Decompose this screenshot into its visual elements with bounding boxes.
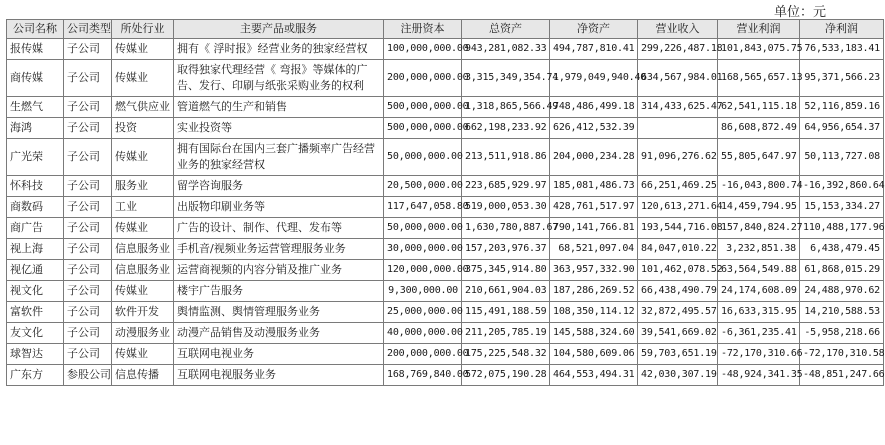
cell-revenue: 32,872,495.57 bbox=[638, 302, 718, 323]
cell-registered-capital: 50,000,000.00 bbox=[384, 218, 462, 239]
cell-net-profit: 6,438,479.45 bbox=[800, 239, 884, 260]
cell-revenue: 299,226,487.18 bbox=[638, 39, 718, 60]
cell-net-profit: 110,488,177.96 bbox=[800, 218, 884, 239]
cell-revenue: 42,030,307.19 bbox=[638, 365, 718, 386]
cell-company-name: 怀科技 bbox=[7, 176, 64, 197]
cell-company-type: 子公司 bbox=[64, 239, 112, 260]
cell-registered-capital: 9,300,000.00 bbox=[384, 281, 462, 302]
cell-company-type: 子公司 bbox=[64, 197, 112, 218]
cell-industry: 软件开发 bbox=[112, 302, 174, 323]
cell-total-assets: 115,491,188.59 bbox=[462, 302, 550, 323]
cell-registered-capital: 500,000,000.00 bbox=[384, 118, 462, 139]
cell-net-assets: 185,081,486.73 bbox=[550, 176, 638, 197]
header-net-profit: 净利润 bbox=[800, 20, 884, 39]
cell-industry: 传媒业 bbox=[112, 39, 174, 60]
cell-company-type: 子公司 bbox=[64, 218, 112, 239]
cell-net-assets: 108,350,114.12 bbox=[550, 302, 638, 323]
cell-product: 拥有《 浮时报》经营业务的独家经营权 bbox=[174, 39, 384, 60]
cell-registered-capital: 200,000,000.00 bbox=[384, 344, 462, 365]
cell-company-type: 子公司 bbox=[64, 39, 112, 60]
subsidiary-table bbox=[6, 19, 884, 386]
cell-net-profit: 95,371,566.23 bbox=[800, 60, 884, 97]
cell-company-type: 子公司 bbox=[64, 176, 112, 197]
cell-company-type: 子公司 bbox=[64, 139, 112, 176]
cell-revenue bbox=[638, 118, 718, 139]
cell-registered-capital: 100,000,000.00 bbox=[384, 39, 462, 60]
header-registered-capital: 注册资本 bbox=[384, 20, 462, 39]
cell-net-profit: -16,392,860.64 bbox=[800, 176, 884, 197]
cell-net-profit: 64,956,654.37 bbox=[800, 118, 884, 139]
cell-operating-profit: -6,361,235.41 bbox=[718, 323, 800, 344]
table-row bbox=[7, 197, 884, 218]
cell-company-type: 子公司 bbox=[64, 323, 112, 344]
cell-operating-profit: -48,924,341.35 bbox=[718, 365, 800, 386]
header-industry: 所处行业 bbox=[112, 20, 174, 39]
cell-company-name: 商广告 bbox=[7, 218, 64, 239]
cell-net-profit: -72,170,310.58 bbox=[800, 344, 884, 365]
cell-total-assets: 519,000,053.30 bbox=[462, 197, 550, 218]
cell-operating-profit: 168,565,657.13 bbox=[718, 60, 800, 97]
cell-net-assets: 494,787,810.41 bbox=[550, 39, 638, 60]
cell-company-name: 商数码 bbox=[7, 197, 64, 218]
cell-company-name: 海鸿 bbox=[7, 118, 64, 139]
table-row bbox=[7, 344, 884, 365]
cell-industry: 工业 bbox=[112, 197, 174, 218]
cell-net-profit: 50,113,727.08 bbox=[800, 139, 884, 176]
header-net-assets: 净资产 bbox=[550, 20, 638, 39]
cell-total-assets: 375,345,914.80 bbox=[462, 260, 550, 281]
cell-product: 手机音/视频业务运营管理服务业务 bbox=[174, 239, 384, 260]
cell-industry: 动漫服务业 bbox=[112, 323, 174, 344]
cell-company-type: 子公司 bbox=[64, 281, 112, 302]
cell-revenue: 193,544,716.08 bbox=[638, 218, 718, 239]
header-company-type: 公司类型 bbox=[64, 20, 112, 39]
cell-operating-profit: 157,840,824.27 bbox=[718, 218, 800, 239]
cell-registered-capital: 40,000,000.00 bbox=[384, 323, 462, 344]
cell-registered-capital: 30,000,000.00 bbox=[384, 239, 462, 260]
cell-net-profit: -5,958,218.66 bbox=[800, 323, 884, 344]
cell-total-assets: 1,630,780,887.67 bbox=[462, 218, 550, 239]
cell-revenue: 314,433,625.47 bbox=[638, 97, 718, 118]
header-product: 主要产品或服务 bbox=[174, 20, 384, 39]
cell-net-profit: 76,533,183.41 bbox=[800, 39, 884, 60]
cell-product: 互联网电视业务 bbox=[174, 344, 384, 365]
cell-registered-capital: 50,000,000.00 bbox=[384, 139, 462, 176]
cell-total-assets: 157,203,976.37 bbox=[462, 239, 550, 260]
cell-net-assets: 464,553,494.31 bbox=[550, 365, 638, 386]
cell-operating-profit: 24,174,608.09 bbox=[718, 281, 800, 302]
cell-company-name: 生燃气 bbox=[7, 97, 64, 118]
cell-product: 实业投资等 bbox=[174, 118, 384, 139]
cell-company-name: 视亿通 bbox=[7, 260, 64, 281]
cell-net-assets: 104,580,609.06 bbox=[550, 344, 638, 365]
cell-operating-profit: -72,170,310.66 bbox=[718, 344, 800, 365]
cell-net-profit: -48,851,247.66 bbox=[800, 365, 884, 386]
cell-revenue: 66,251,469.25 bbox=[638, 176, 718, 197]
cell-total-assets: 175,225,548.32 bbox=[462, 344, 550, 365]
cell-company-name: 商传媒 bbox=[7, 60, 64, 97]
table-row bbox=[7, 365, 884, 386]
cell-total-assets: 210,661,904.03 bbox=[462, 281, 550, 302]
cell-registered-capital: 25,000,000.00 bbox=[384, 302, 462, 323]
cell-revenue: 66,438,490.79 bbox=[638, 281, 718, 302]
cell-company-type: 子公司 bbox=[64, 60, 112, 97]
cell-company-type: 子公司 bbox=[64, 118, 112, 139]
cell-product: 出版物印刷业务等 bbox=[174, 197, 384, 218]
cell-revenue: 91,096,276.62 bbox=[638, 139, 718, 176]
cell-company-type: 子公司 bbox=[64, 344, 112, 365]
cell-operating-profit: -16,043,800.74 bbox=[718, 176, 800, 197]
cell-revenue: 59,703,651.19 bbox=[638, 344, 718, 365]
cell-product: 广告的设计、制作、代理、发布等 bbox=[174, 218, 384, 239]
cell-registered-capital: 117,647,058.80 bbox=[384, 197, 462, 218]
cell-product: 舆情监测、舆情管理服务业务 bbox=[174, 302, 384, 323]
table-row bbox=[7, 218, 884, 239]
cell-company-name: 广光荣 bbox=[7, 139, 64, 176]
cell-industry: 服务业 bbox=[112, 176, 174, 197]
cell-revenue: 101,462,078.52 bbox=[638, 260, 718, 281]
table-row bbox=[7, 60, 884, 97]
table-row bbox=[7, 281, 884, 302]
table-row bbox=[7, 97, 884, 118]
cell-total-assets: 1,318,865,566.49 bbox=[462, 97, 550, 118]
table-row bbox=[7, 239, 884, 260]
cell-total-assets: 3,315,349,354.74 bbox=[462, 60, 550, 97]
cell-registered-capital: 168,769,840.00 bbox=[384, 365, 462, 386]
cell-registered-capital: 500,000,000.00 bbox=[384, 97, 462, 118]
cell-net-assets: 626,412,532.39 bbox=[550, 118, 638, 139]
cell-industry: 传媒业 bbox=[112, 139, 174, 176]
cell-product: 楼宇广告服务 bbox=[174, 281, 384, 302]
cell-operating-profit: 55,805,647.97 bbox=[718, 139, 800, 176]
unit-label: 单位：元 bbox=[773, 5, 826, 20]
cell-company-type: 子公司 bbox=[64, 97, 112, 118]
cell-industry: 传媒业 bbox=[112, 344, 174, 365]
cell-total-assets: 943,281,082.33 bbox=[462, 39, 550, 60]
header-total-assets: 总资产 bbox=[462, 20, 550, 39]
cell-net-profit: 52,116,859.16 bbox=[800, 97, 884, 118]
table-row bbox=[7, 139, 884, 176]
table-row bbox=[7, 39, 884, 60]
cell-operating-profit: 14,459,794.95 bbox=[718, 197, 800, 218]
header-company-name: 公司名称 bbox=[7, 20, 64, 39]
cell-operating-profit: 3,232,851.38 bbox=[718, 239, 800, 260]
cell-registered-capital: 200,000,000.00 bbox=[384, 60, 462, 97]
cell-total-assets: 662,198,233.92 bbox=[462, 118, 550, 139]
cell-company-type: 参股公司 bbox=[64, 365, 112, 386]
cell-company-name: 广东方 bbox=[7, 365, 64, 386]
cell-registered-capital: 120,000,000.00 bbox=[384, 260, 462, 281]
table-row bbox=[7, 118, 884, 139]
cell-company-name: 富软件 bbox=[7, 302, 64, 323]
cell-company-type: 子公司 bbox=[64, 302, 112, 323]
cell-industry: 传媒业 bbox=[112, 60, 174, 97]
cell-net-assets: 428,761,517.97 bbox=[550, 197, 638, 218]
cell-net-assets: 748,486,499.18 bbox=[550, 97, 638, 118]
table-row bbox=[7, 323, 884, 344]
cell-net-assets: 145,588,324.60 bbox=[550, 323, 638, 344]
cell-industry: 信息服务业 bbox=[112, 239, 174, 260]
cell-net-profit: 14,210,588.53 bbox=[800, 302, 884, 323]
cell-industry: 燃气供应业 bbox=[112, 97, 174, 118]
cell-product: 管道燃气的生产和销售 bbox=[174, 97, 384, 118]
cell-operating-profit: 101,843,075.75 bbox=[718, 39, 800, 60]
cell-company-type: 子公司 bbox=[64, 260, 112, 281]
cell-product: 动漫产品销售及动漫服务业务 bbox=[174, 323, 384, 344]
cell-net-profit: 24,488,970.62 bbox=[800, 281, 884, 302]
cell-industry: 传媒业 bbox=[112, 281, 174, 302]
cell-product: 留学咨询服务 bbox=[174, 176, 384, 197]
header-revenue: 营业收入 bbox=[638, 20, 718, 39]
cell-company-name: 视上海 bbox=[7, 239, 64, 260]
cell-total-assets: 211,205,785.19 bbox=[462, 323, 550, 344]
cell-net-profit: 15,153,334.27 bbox=[800, 197, 884, 218]
cell-operating-profit: 63,564,549.88 bbox=[718, 260, 800, 281]
cell-operating-profit: 62,541,115.18 bbox=[718, 97, 800, 118]
cell-product: 运营商视频的内容分销及推广业务 bbox=[174, 260, 384, 281]
cell-company-name: 报传媒 bbox=[7, 39, 64, 60]
cell-industry: 传媒业 bbox=[112, 218, 174, 239]
table-body bbox=[7, 39, 884, 386]
cell-industry: 投资 bbox=[112, 118, 174, 139]
cell-net-profit: 61,868,015.29 bbox=[800, 260, 884, 281]
cell-revenue: 39,541,669.02 bbox=[638, 323, 718, 344]
cell-net-assets: 68,521,097.04 bbox=[550, 239, 638, 260]
table-row bbox=[7, 302, 884, 323]
table-row bbox=[7, 260, 884, 281]
header-operating-profit: 营业利润 bbox=[718, 20, 800, 39]
cell-company-name: 视文化 bbox=[7, 281, 64, 302]
table-header-row bbox=[7, 20, 884, 39]
cell-revenue: 634,567,984.01 bbox=[638, 60, 718, 97]
cell-net-assets: 363,957,332.90 bbox=[550, 260, 638, 281]
table-row bbox=[7, 176, 884, 197]
cell-net-assets: 790,141,766.81 bbox=[550, 218, 638, 239]
cell-total-assets: 572,075,190.28 bbox=[462, 365, 550, 386]
cell-total-assets: 213,511,918.86 bbox=[462, 139, 550, 176]
cell-company-name: 球智达 bbox=[7, 344, 64, 365]
cell-industry: 信息服务业 bbox=[112, 260, 174, 281]
cell-net-assets: 204,000,234.28 bbox=[550, 139, 638, 176]
cell-revenue: 120,613,271.64 bbox=[638, 197, 718, 218]
cell-product: 取得独家代理经营《 弯报》等媒体的广告、发行、印刷与纸张采购业务的权利 bbox=[174, 60, 384, 97]
cell-net-assets: 1,979,049,940.40 bbox=[550, 60, 638, 97]
cell-operating-profit: 86,608,872.49 bbox=[718, 118, 800, 139]
cell-industry: 信息传播 bbox=[112, 365, 174, 386]
cell-operating-profit: 16,633,315.95 bbox=[718, 302, 800, 323]
cell-revenue: 84,047,010.22 bbox=[638, 239, 718, 260]
cell-registered-capital: 20,500,000.00 bbox=[384, 176, 462, 197]
cell-total-assets: 223,685,929.97 bbox=[462, 176, 550, 197]
cell-net-assets: 187,286,269.52 bbox=[550, 281, 638, 302]
cell-product: 拥有国际台在国内三套广播频率广告经营业务的独家经营权 bbox=[174, 139, 384, 176]
cell-company-name: 友文化 bbox=[7, 323, 64, 344]
cell-product: 互联网电视服务业务 bbox=[174, 365, 384, 386]
